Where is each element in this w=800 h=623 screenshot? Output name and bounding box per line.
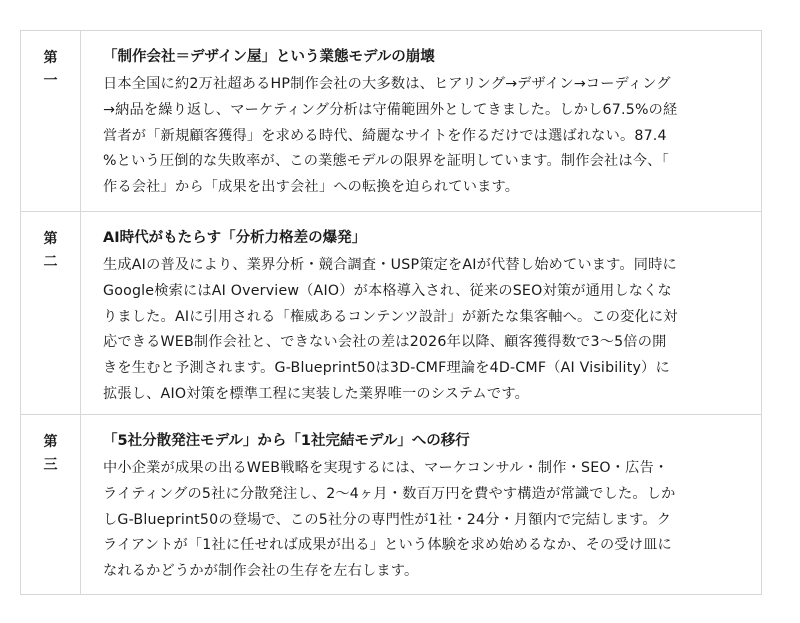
row-number: 三	[43, 457, 58, 473]
content-table	[20, 30, 762, 595]
row-number-cell	[21, 415, 81, 594]
paragraph-line: ライアントが「1社に任せれば成果が出る」という体験を求め始めるなか、その受け皿に	[103, 537, 672, 554]
paragraph-line: 拡張し、AIO対策を標準工程に実装した業界唯一のシステムです。	[103, 385, 529, 402]
paragraph-line: Google検索にはAI Overview（AIO）が本格導入され、従来のSEO対策が通用しなくな	[103, 282, 672, 299]
paragraph-line: しG-Blueprint50の登場で、この5社分の専門性が1社・24分・月額内で完結します。ク	[103, 511, 672, 528]
row-content-cell	[81, 415, 761, 594]
paragraph-line: りました。AIに引用される「権威あるコンテンツ設計」が新たな集客軸へ。この変化に対	[103, 308, 678, 325]
paragraph-line: 営者が「新規顧客獲得」を求める時代、綺麗なサイトを作るだけでは選ばれない。87.4	[103, 127, 667, 144]
section-paragraph	[103, 72, 745, 201]
row-number: 一	[43, 73, 58, 89]
row-number-cell	[21, 31, 81, 211]
paragraph-line: %という圧倒的な失敗率が、この業態モデルの限界を証明しています。制作会社は今、「	[103, 153, 669, 170]
section-heading: AI時代がもたらす「分析力格差の爆発」	[103, 230, 367, 246]
paragraph-line: 生成AIの普及により、業界分析・競合調査・USP策定をAIが代替し始めています。同時に	[103, 257, 677, 273]
row-number-prefix: 第	[43, 50, 58, 66]
section-heading: 「5社分散発注モデル」から「1社完結モデル」への移行	[103, 433, 470, 449]
paragraph-line: ライティングの5社に分散発注し、2〜4ヶ月・数百万円を費やす構造が常識でした。しか	[103, 485, 676, 502]
table-row	[21, 31, 761, 211]
paragraph-line: 中小企業が成果の出るWEB戦略を実現するには、マーケコンサル・制作・SEO・広告・	[103, 460, 669, 476]
row-content-cell	[81, 31, 761, 211]
row-number-cell	[21, 212, 81, 414]
paragraph-line: 作る会社」から「成果を出す会社」への転換を迫られています。	[103, 179, 520, 196]
paragraph-line: きを生むと予測されます。G-Blueprint50は3D-CMF理論を4D-CMF（AI Visibility）に	[103, 360, 670, 377]
paragraph-line: なれるかどうかが制作会社の生存を左右します。	[103, 563, 419, 580]
paragraph-line: 日本全国に約2万社超あるHP制作会社の大多数は、ヒアリング→デザイン→コーディング	[103, 76, 671, 92]
row-content-cell	[81, 212, 761, 414]
row-number: 二	[43, 254, 58, 270]
row-number-prefix: 第	[43, 231, 58, 247]
paragraph-line: 応できるWEB制作会社と、できない会社の差は2026年以降、顧客獲得数で3〜5倍の開	[103, 334, 667, 351]
row-number-prefix: 第	[43, 434, 58, 450]
table-row	[21, 414, 761, 594]
paragraph-line: →納品を繰り返し、マーケティング分析は守備範囲外としてきました。しかし67.5%の経	[103, 101, 678, 118]
section-paragraph	[103, 456, 745, 585]
table-row	[21, 211, 761, 414]
section-heading: 「制作会社＝デザイン屋」という業態モデルの崩壊	[103, 49, 435, 65]
section-paragraph	[103, 253, 745, 408]
